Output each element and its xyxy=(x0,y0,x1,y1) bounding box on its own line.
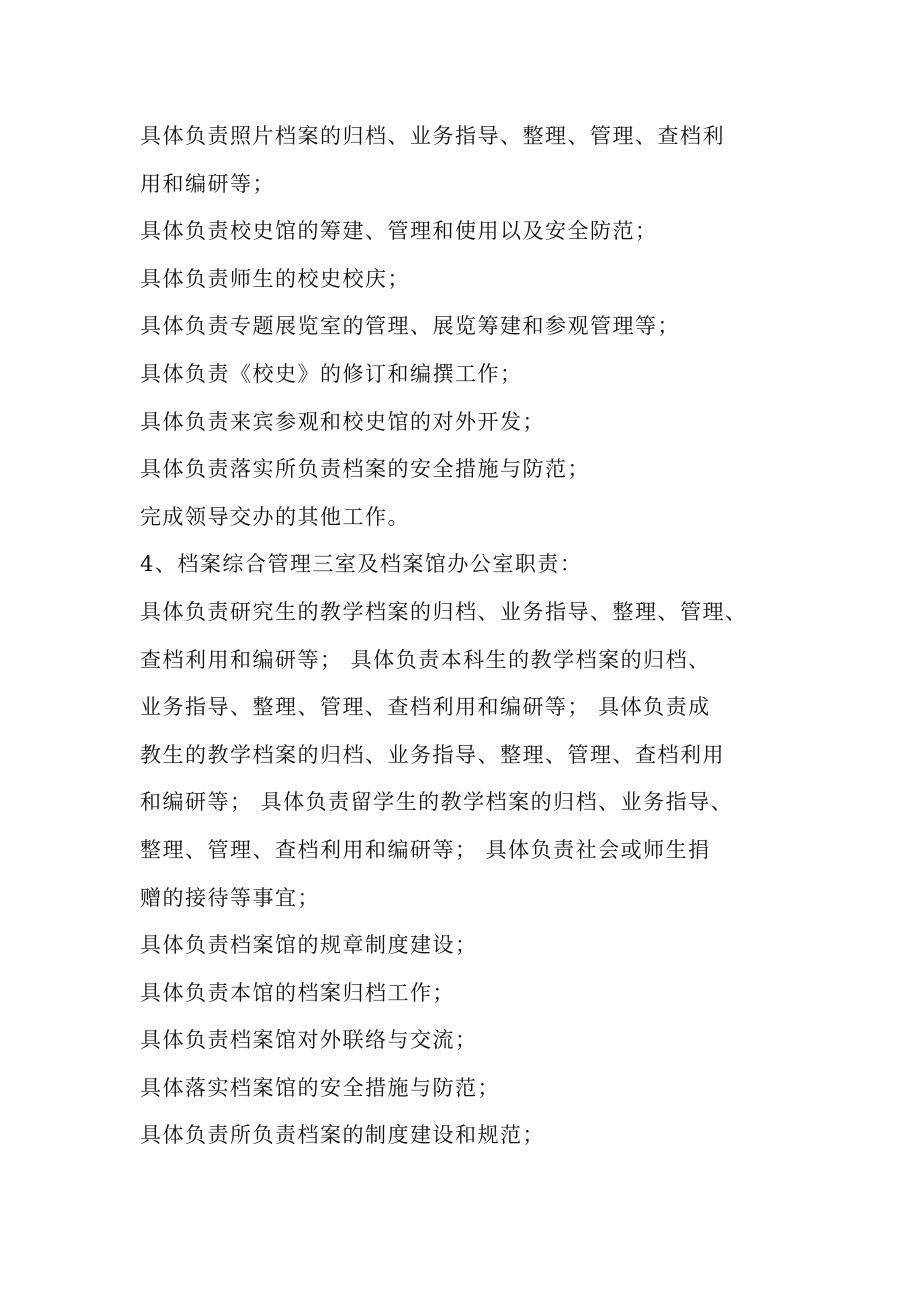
section-heading: 4、档案综合管理三室及档案馆办公室职责： xyxy=(140,552,583,577)
text-line: 整理、管理、查档利用和编研等； 具体负责社会或师生捐 xyxy=(140,837,711,862)
text-line: 具体负责专题展览室的管理、展览筹建和参观管理等； xyxy=(140,314,680,339)
text-line: 具体负责所负责档案的制度建设和规范； xyxy=(140,1123,545,1148)
text-line: 具体负责落实所负责档案的安全措施与防范； xyxy=(140,457,590,482)
text-line: 查档利用和编研等； 具体负责本科生的教学档案的归档、 xyxy=(140,647,711,672)
text-line: 用和编研等； xyxy=(140,171,275,196)
text-line: 业务指导、整理、管理、查档利用和编研等； 具体负责成 xyxy=(140,695,711,720)
text-line: 具体负责照片档案的归档、业务指导、整理、管理、查档利 xyxy=(140,124,725,148)
text-line: 和编研等； 具体负责留学生的教学档案的归档、业务指导、 xyxy=(140,790,734,815)
text-line: 具体负责师生的校史校庆； xyxy=(140,266,410,291)
text-line: 具体负责校史馆的筹建、管理和使用以及安全防范； xyxy=(140,219,658,244)
document-body xyxy=(140,113,800,1160)
text-line: 具体负责档案馆对外联络与交流； xyxy=(140,1028,478,1053)
text-line: 具体负责来宾参观和校史馆的对外开发； xyxy=(140,409,545,434)
text-line: 具体负责本馆的档案归档工作； xyxy=(140,980,455,1005)
text-line: 具体负责研究生的教学档案的归档、业务指导、整理、管理、 xyxy=(140,599,748,624)
text-line: 教生的教学档案的归档、业务指导、整理、管理、查档利用 xyxy=(140,742,725,767)
text-line: 具体落实档案馆的安全措施与防范； xyxy=(140,1075,500,1100)
text-line: 具体负责《校史》的修订和编撰工作； xyxy=(140,361,523,386)
text-line: 完成领导交办的其他工作。 xyxy=(140,504,410,529)
text-line: 具体负责档案馆的规章制度建设； xyxy=(140,933,478,958)
text-line: 赠的接待等事宜； xyxy=(140,885,320,910)
